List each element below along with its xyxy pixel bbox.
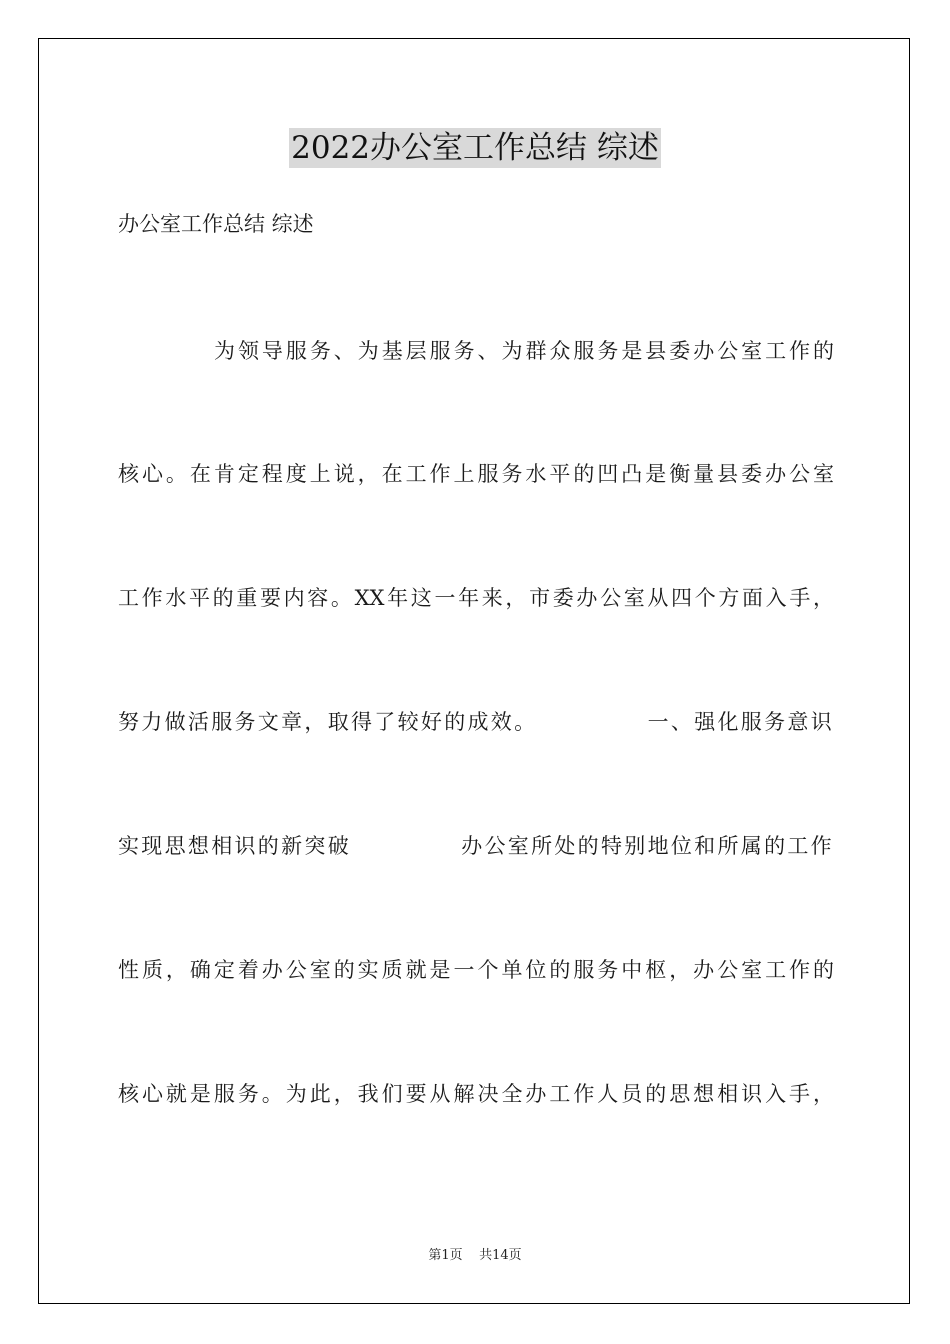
page-number-footer: 第1页 共14页 [428, 1248, 522, 1263]
document-title: 2022办公室工作总结 综述 [291, 130, 659, 166]
paragraph-line-4 [118, 708, 834, 736]
paragraph-line-5-right: 办公室所处的特别地位和所属的工作 [461, 834, 834, 858]
paragraph-line-6: 性质，确定着办公室的实质就是一个单位的服务中枢，办公室工作的 [118, 958, 834, 982]
title-container [0, 128, 950, 168]
section-heading-1: 一、强化服务意识 [647, 710, 834, 734]
section-heading-1-continued: 实现思想相识的新突破 [118, 834, 351, 858]
document-subtitle: 办公室工作总结 综述 [118, 212, 314, 236]
paragraph-line-3: 工作水平的重要内容。XX年这一年来，市委办公室从四个方面入手， [118, 586, 834, 610]
paragraph-line-7: 核心就是服务。为此，我们要从解决全办工作人员的思想相识入手， [118, 1082, 834, 1106]
paragraph-line-2: 核心。在肯定程度上说，在工作上服务水平的凹凸是衡量县委办公室 [118, 462, 834, 486]
paragraph-line-1: 为领导服务、为基层服务、为群众服务是县委办公室工作的 [214, 339, 834, 363]
paragraph-line-5 [118, 832, 834, 860]
paragraph-line-4-left: 努力做活服务文章，取得了较好的成效。 [118, 710, 538, 734]
